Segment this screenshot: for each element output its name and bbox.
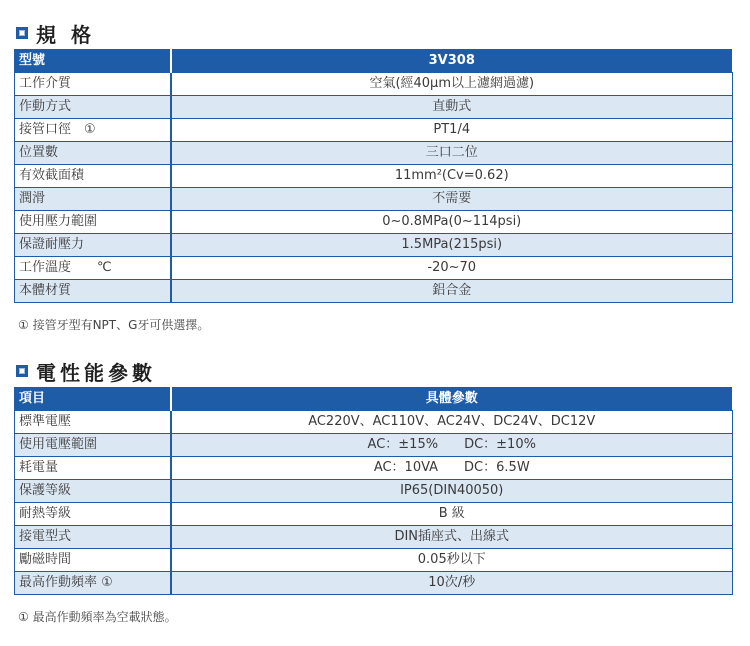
row-value: B 級 bbox=[171, 503, 733, 526]
row-key: 接管口徑 ① bbox=[15, 119, 171, 142]
spec-section bbox=[14, 18, 732, 333]
table-row bbox=[15, 549, 733, 572]
row-key: 最高作動頻率 ① bbox=[15, 572, 171, 595]
row-key: 耗電量 bbox=[15, 457, 171, 480]
table-row bbox=[15, 411, 733, 434]
spec-title: 規 格 bbox=[36, 22, 95, 47]
row-key: 保護等級 bbox=[15, 480, 171, 503]
row-key: 接電型式 bbox=[15, 526, 171, 549]
row-value: 不需要 bbox=[171, 188, 733, 211]
electrical-header-value: 具體參數 bbox=[171, 388, 733, 411]
table-row bbox=[15, 434, 733, 457]
table-row bbox=[15, 234, 733, 257]
table-row bbox=[15, 526, 733, 549]
row-key: 使用壓力範圍 bbox=[15, 211, 171, 234]
table-row bbox=[15, 503, 733, 526]
table-row bbox=[15, 142, 733, 165]
row-value: AC220V、AC110V、AC24V、DC24V、DC12V bbox=[171, 411, 733, 434]
table-row bbox=[15, 165, 733, 188]
electrical-table bbox=[14, 387, 733, 595]
row-key: 標準電壓 bbox=[15, 411, 171, 434]
table-row bbox=[15, 119, 733, 142]
square-bullet-icon bbox=[16, 365, 28, 377]
row-key: 潤滑 bbox=[15, 188, 171, 211]
row-value: IP65(DIN40050) bbox=[171, 480, 733, 503]
spec-header-value: 3V308 bbox=[171, 50, 733, 73]
table-row bbox=[15, 280, 733, 303]
table-row bbox=[15, 480, 733, 503]
table-row bbox=[15, 96, 733, 119]
row-key: 工作介質 bbox=[15, 73, 171, 96]
table-row bbox=[15, 457, 733, 480]
row-value: -20~70 bbox=[171, 257, 733, 280]
row-value: AC：±15% DC：±10% bbox=[171, 434, 733, 457]
row-value: 10次/秒 bbox=[171, 572, 733, 595]
row-value: 0.05秒以下 bbox=[171, 549, 733, 572]
electrical-footnote: ① 最高作動頻率為空載狀態。 bbox=[18, 610, 177, 624]
spec-table bbox=[14, 49, 733, 303]
row-value: 直動式 bbox=[171, 96, 733, 119]
electrical-heading bbox=[14, 356, 732, 386]
row-value: PT1/4 bbox=[171, 119, 733, 142]
spec-heading bbox=[14, 18, 732, 48]
electrical-title: 電性能參數 bbox=[36, 360, 156, 385]
row-value: 1.5MPa(215psi) bbox=[171, 234, 733, 257]
square-bullet-icon bbox=[16, 27, 28, 39]
row-key: 耐熱等級 bbox=[15, 503, 171, 526]
table-row bbox=[15, 211, 733, 234]
row-value: AC：10VA DC：6.5W bbox=[171, 457, 733, 480]
row-key: 保證耐壓力 bbox=[15, 234, 171, 257]
row-key: 工作溫度 ℃ bbox=[15, 257, 171, 280]
electrical-header-row bbox=[15, 388, 733, 411]
row-key: 本體材質 bbox=[15, 280, 171, 303]
row-value: 11mm²(Cv=0.62) bbox=[171, 165, 733, 188]
spec-footnote: ① 接管牙型有NPT、G牙可供選擇。 bbox=[18, 318, 210, 332]
row-value: 空氣(經40μm以上濾網過濾) bbox=[171, 73, 733, 96]
row-key: 使用電壓範圍 bbox=[15, 434, 171, 457]
row-value: 三口二位 bbox=[171, 142, 733, 165]
electrical-header-key: 項目 bbox=[15, 388, 171, 411]
row-key: 勵磁時間 bbox=[15, 549, 171, 572]
electrical-section bbox=[14, 356, 732, 625]
table-row bbox=[15, 73, 733, 96]
row-value: 鋁合金 bbox=[171, 280, 733, 303]
row-key: 有效截面積 bbox=[15, 165, 171, 188]
table-row bbox=[15, 572, 733, 595]
table-row bbox=[15, 188, 733, 211]
row-key: 位置數 bbox=[15, 142, 171, 165]
row-value: DIN插座式、出線式 bbox=[171, 526, 733, 549]
row-value: 0~0.8MPa(0~114psi) bbox=[171, 211, 733, 234]
spec-header-row bbox=[15, 50, 733, 73]
table-row bbox=[15, 257, 733, 280]
row-key: 作動方式 bbox=[15, 96, 171, 119]
spec-header-key: 型號 bbox=[15, 50, 171, 73]
